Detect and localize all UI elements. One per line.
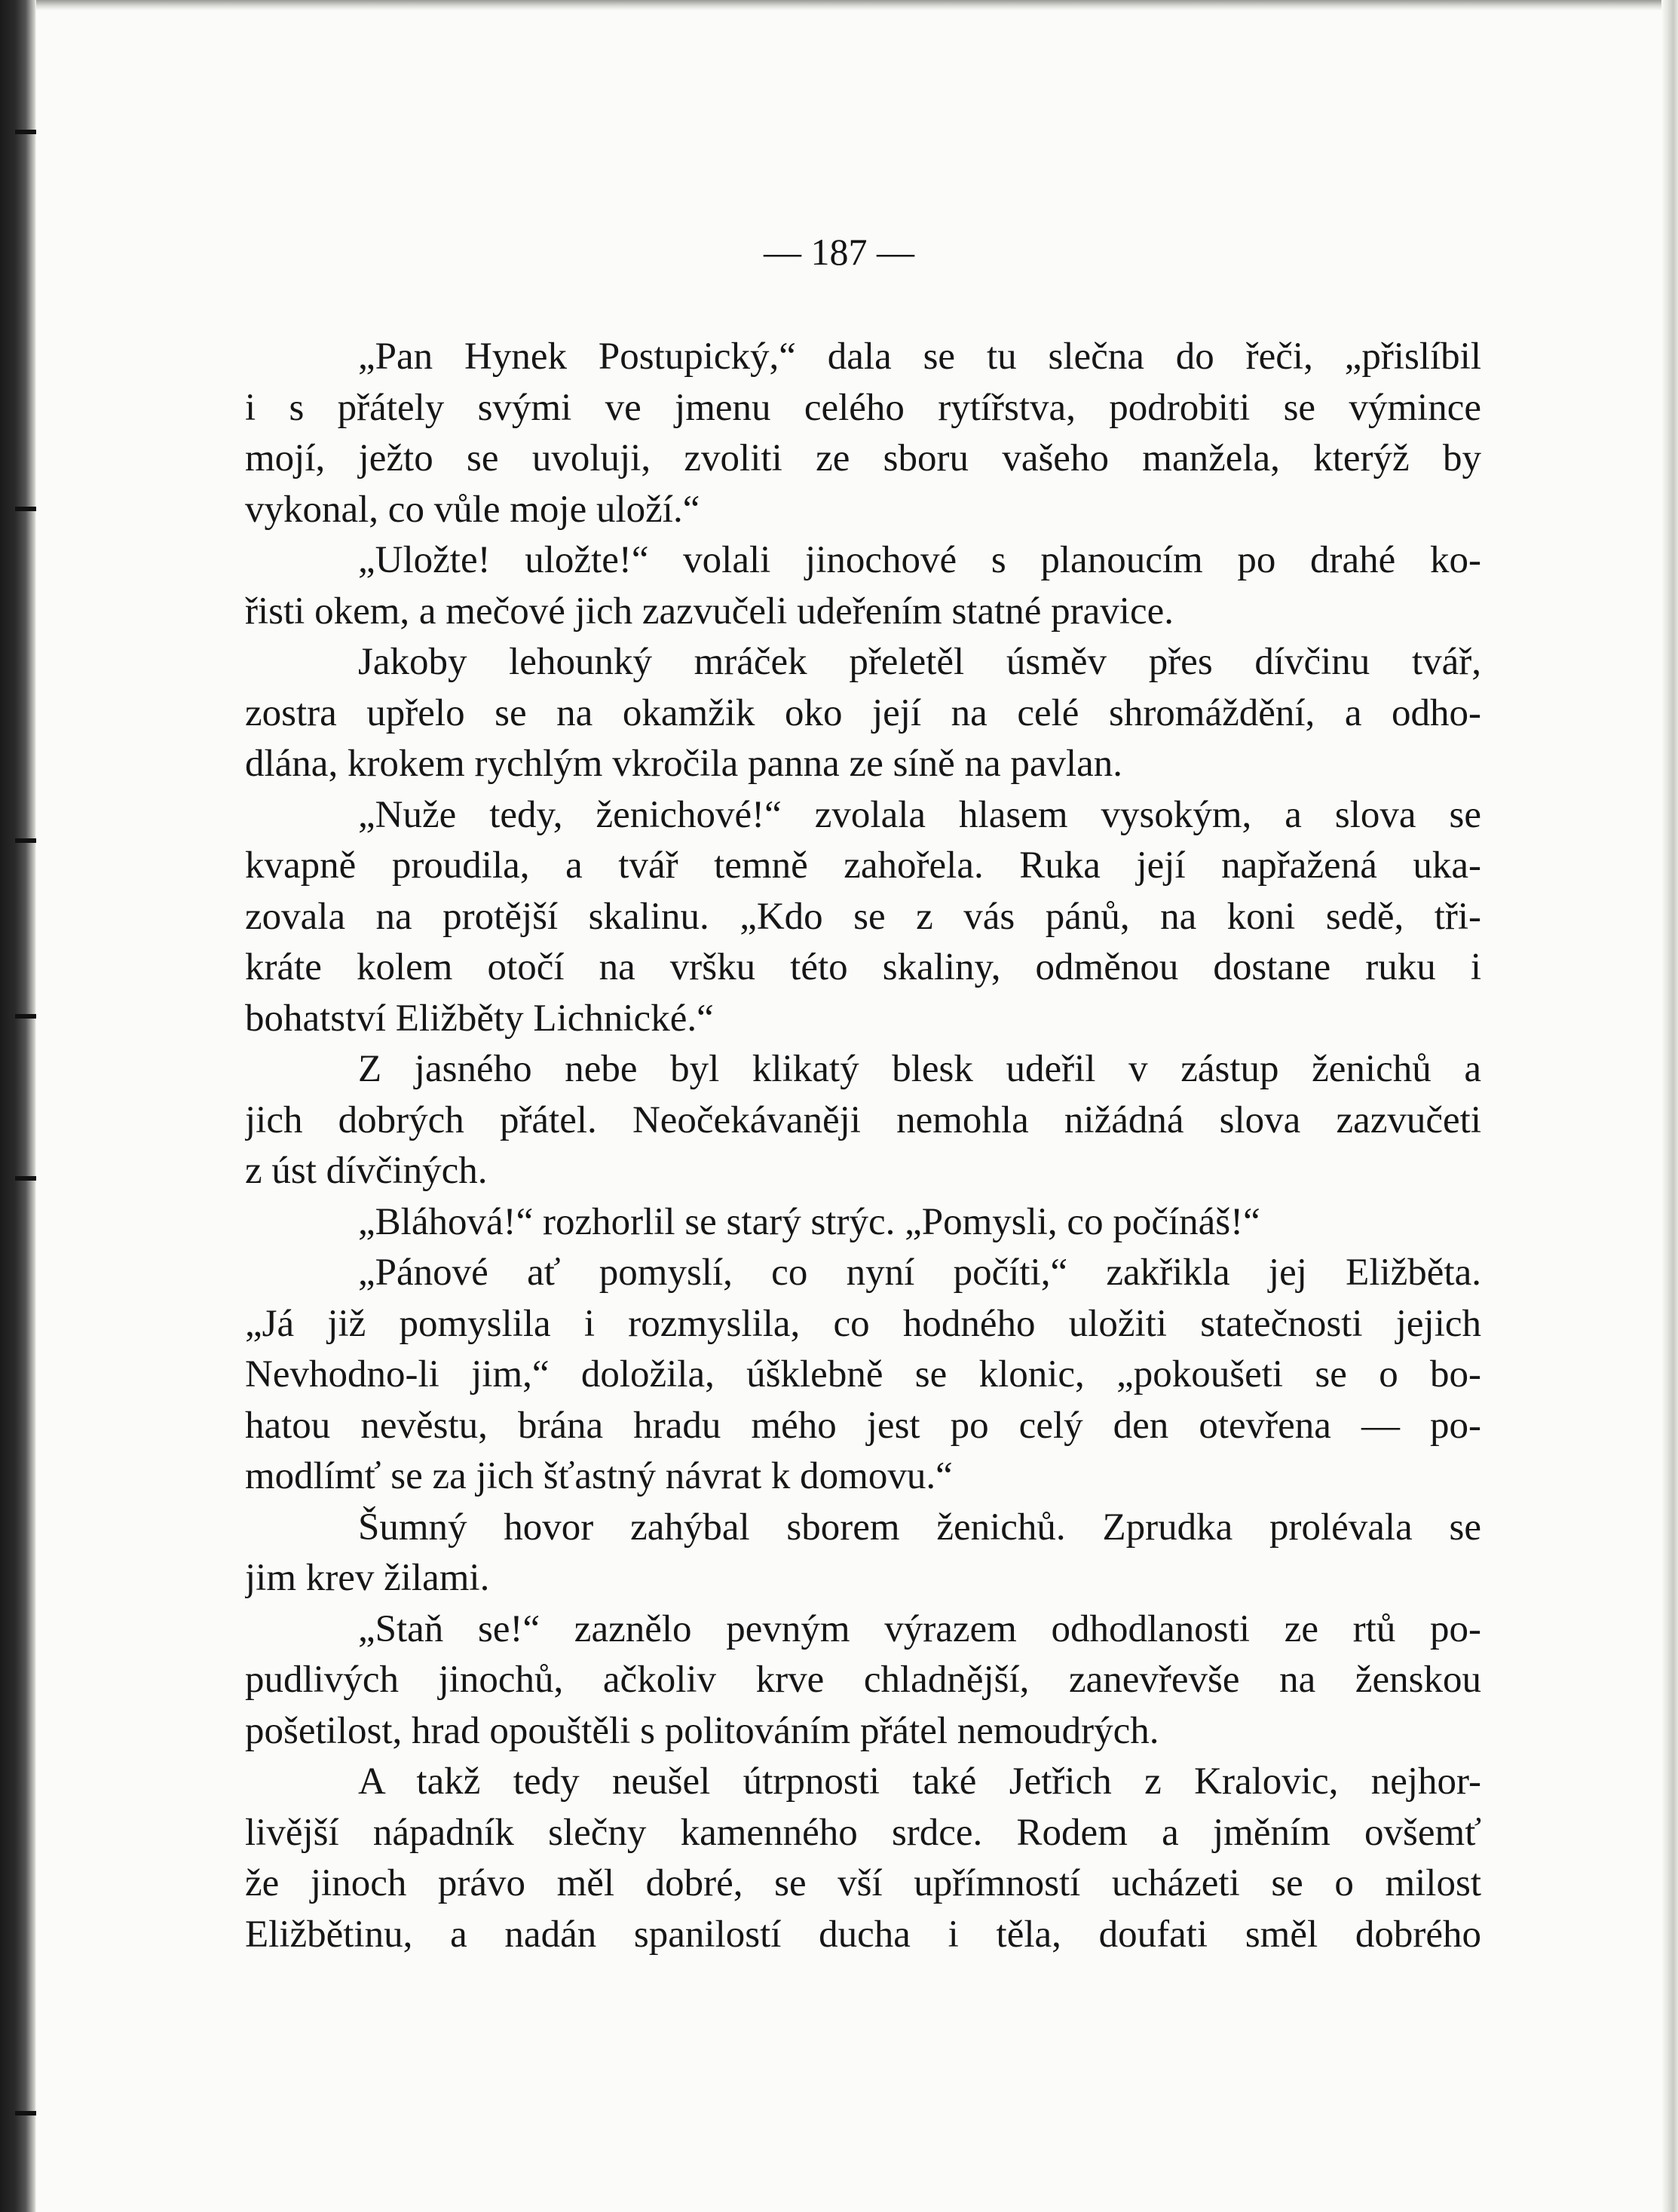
- text-line: pudlivých jinochů, ačkoliv krve chladnější, zanevřevše na ženskou: [245, 1659, 1481, 1701]
- text-line: Z jasného nebe byl klikatý blesk udeřil v zástup ženichů a: [358, 1048, 1481, 1090]
- page-top-edge: [0, 0, 1678, 11]
- text-line: zovala na protější skalinu. „Kdo se z vás pánů, na koni sedě, tři-: [245, 895, 1481, 938]
- binding-mark: [15, 838, 36, 843]
- binding-mark: [15, 130, 36, 134]
- text-line: Jakoby lehounký mráček přeletěl úsměv přes dívčinu tvář,: [358, 641, 1481, 683]
- text-line: Šumný hovor zahýbal sborem ženichů. Zprudka prolévala se: [358, 1506, 1481, 1549]
- text-line: jim krev žilami.: [245, 1557, 490, 1599]
- book-binding-edge: [0, 0, 36, 2212]
- body-text: [245, 332, 1481, 1960]
- text-line: „Já již pomyslila i rozmyslila, co hodného uložiti statečnosti jejich: [245, 1302, 1481, 1345]
- text-line: kráte kolem otočí na vršku této skaliny, odměnou dostane ruku i: [245, 946, 1481, 988]
- text-line: Eližbětinu, a nadán spanilostí ducha i těla, doufati směl dobrého: [245, 1913, 1481, 1956]
- binding-mark: [15, 507, 36, 511]
- text-line: mojí, ježto se uvoluji, zvoliti ze sboru vašeho manžela, kterýž by: [245, 437, 1481, 479]
- binding-mark: [15, 1176, 36, 1181]
- text-line: že jinoch právo měl dobré, se vší upřímností ucházeti se o milost: [245, 1862, 1481, 1904]
- text-line: bohatství Eližběty Lichnické.“: [245, 997, 714, 1040]
- page-number: — 187 —: [764, 231, 914, 273]
- text-line: z úst dívčiných.: [245, 1150, 488, 1192]
- text-line: řisti okem, a mečové jich zazvučeli udeřením statné pravice.: [245, 590, 1174, 633]
- text-line: modlímť se za jich šťastný návrat k domovu.“: [245, 1455, 953, 1497]
- text-line: dlána, krokem rychlým vkročila panna ze síně na pavlan.: [245, 743, 1123, 785]
- text-line: „Staň se!“ zaznělo pevným výrazem odhodlanosti ze rtů po-: [358, 1607, 1481, 1650]
- text-line: „Pan Hynek Postupický,“ dala se tu slečna do řeči, „přislíbil: [358, 335, 1481, 378]
- text-line: Nevhodno-li jim,“ doložila, úšklebně se klonic, „pokoušeti se o bo-: [245, 1353, 1481, 1396]
- binding-mark: [15, 2111, 36, 2115]
- text-line: „Pánové ať pomyslí, co nyní počíti,“ zakřikla jej Eližběta.: [358, 1252, 1481, 1294]
- text-line: i s přátely svými ve jmenu celého rytířstva, podrobiti se výmince: [245, 386, 1481, 429]
- text-line: „Bláhová!“ rozhorlil se starý strýc. „Pomysli, co počínáš!“: [358, 1200, 1260, 1243]
- text-line: A takž tedy neušel útrpnosti také Jetřich z Kralovic, nejhor-: [358, 1760, 1481, 1803]
- page-right-edge: [1661, 0, 1678, 2212]
- text-line: livější nápadník slečny kamenného srdce. Rodem a jměním ovšemť: [245, 1811, 1481, 1854]
- text-line: vykonal, co vůle moje uloží.“: [245, 488, 700, 531]
- text-line: pošetilost, hrad opouštěli s politováním přátel nemoudrých.: [245, 1709, 1159, 1752]
- text-line: „Uložte! uložte!“ volali jinochové s planoucím po drahé ko-: [358, 539, 1481, 581]
- text-line: hatou nevěstu, brána hradu mého jest po celý den otevřena — po-: [245, 1404, 1481, 1447]
- text-line: „Nuže tedy, ženichové!“ zvolala hlasem vysokým, a slova se: [358, 793, 1481, 836]
- text-line: jich dobrých přátel. Neočekávaněji nemohla nižádná slova zazvučeti: [245, 1098, 1481, 1141]
- text-line: kvapně proudila, a tvář temně zahořela. Ruka její napřažená uka-: [245, 844, 1481, 887]
- binding-mark: [15, 1014, 36, 1019]
- text-line: zostra upřelo se na okamžik oko její na celé shromáždění, a odho-: [245, 691, 1481, 734]
